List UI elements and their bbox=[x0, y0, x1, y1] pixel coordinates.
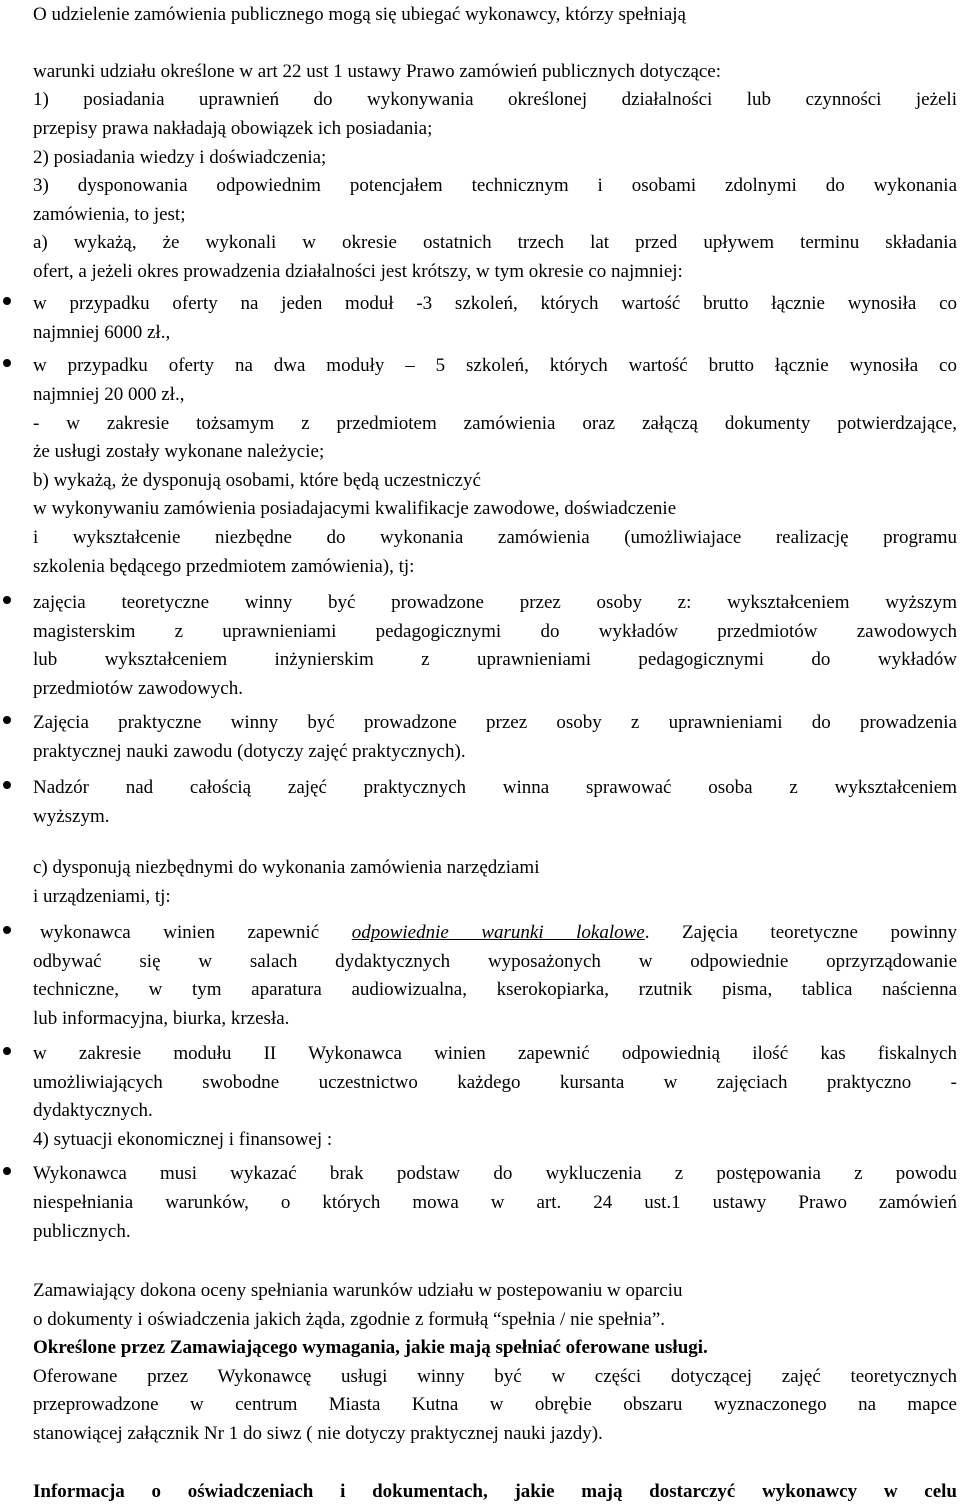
text-span: . Zajęcia teoretyczne powinny bbox=[644, 922, 957, 943]
bullet-icon bbox=[3, 926, 11, 934]
text-line: a) wykażą, że wykonali w okresie ostatnich trzech lat przed upływem terminu składania bbox=[33, 232, 957, 253]
text-line: magisterskim z uprawnieniami pedagogicznymi do wykładów przedmiotów zawodowych bbox=[33, 621, 957, 642]
text-line: szkolenia będącego przedmiotem zamówienia), tj: bbox=[33, 556, 415, 577]
section-heading: Informacja o oświadczeniach i dokumentach, jakie mają dostarczyć wykonawcy w celu bbox=[33, 1481, 957, 1502]
bullet-text bbox=[40, 921, 957, 945]
text-line: c) dysponują niezbędnymi do wykonania zamówienia narzędziami bbox=[33, 857, 540, 878]
text-line: najmniej 6000 zł., bbox=[33, 322, 171, 343]
bullet-icon bbox=[3, 716, 11, 724]
text-line: Zamawiający dokona oceny spełniania warunków udziału w postepowaniu w oparciu bbox=[33, 1280, 683, 1301]
text-line: przepisy prawa nakładają obowiązek ich posiadania; bbox=[33, 118, 433, 139]
text-line: o dokumenty i oświadczenia jakich żąda, zgodnie z formułą “spełnia / nie spełnia”. bbox=[33, 1309, 666, 1330]
text-line: lub informacyjna, biurka, krzesła. bbox=[33, 1008, 290, 1029]
text-line: lub wykształceniem inżynierskim z uprawnieniami pedagogicznymi do wykładów bbox=[33, 649, 957, 670]
underlined-phrase: odpowiednie warunki lokalowe bbox=[351, 922, 645, 943]
bullet-text: Zajęcia praktyczne winny być prowadzone przez osoby z uprawnieniami do prowadzenia bbox=[33, 712, 957, 733]
text-line: publicznych. bbox=[33, 1221, 131, 1242]
text-line: że usługi zostały wykonane należycie; bbox=[33, 441, 325, 462]
bullet-text: w przypadku oferty na jeden moduł -3 szkoleń, których wartość brutto łącznie wynosiła co bbox=[33, 293, 957, 314]
text-line: przeprowadzone w centrum Miasta Kutna w obrębie obszaru wyznaczonego na mapce bbox=[33, 1394, 957, 1415]
bullet-icon bbox=[3, 596, 11, 604]
text-line: niespełniania warunków, o których mowa w art. 24 ust.1 ustawy Prawo zamówień bbox=[33, 1192, 957, 1213]
text-line: 4) sytuacji ekonomicznej i finansowej : bbox=[33, 1129, 333, 1150]
text-line: odbywać się w salach dydaktycznych wyposażonych w odpowiednie oprzyrządowanie bbox=[33, 951, 957, 972]
text-line: - w zakresie tożsamym z przedmiotem zamówienia oraz załączą dokumenty potwierdzające, bbox=[33, 413, 957, 434]
text-line: wyższym. bbox=[33, 806, 110, 827]
text-line: i wykształcenie niezbędne do wykonania zamówienia (umożliwiajace realizację programu bbox=[33, 527, 957, 548]
text-line: 3) dysponowania odpowiednim potencjałem technicznym i osobami zdolnymi do wykonania bbox=[33, 175, 957, 196]
text-line: Oferowane przez Wykonawcę usługi winny być w części dotyczącej zajęć teoretycznych bbox=[33, 1366, 957, 1387]
text-line: w wykonywaniu zamówienia posiadajacymi kwalifikacje zawodowe, doświadczenie bbox=[33, 498, 677, 519]
text-line: najmniej 20 000 zł., bbox=[33, 384, 185, 405]
bullet-text: Wykonawca musi wykazać brak podstaw do wykluczenia z postępowania z powodu bbox=[33, 1163, 957, 1184]
text-line: warunki udziału określone w art 22 ust 1 ustawy Prawo zamówień publicznych dotyczące: bbox=[33, 61, 722, 82]
text-line: stanowiącej załącznik Nr 1 do siwz ( nie dotyczy praktycznej nauki jazdy). bbox=[33, 1423, 603, 1444]
text-line: 2) posiadania wiedzy i doświadczenia; bbox=[33, 147, 327, 168]
text-line: ofert, a jeżeli okres prowadzenia działalności jest krótszy, w tym okresie co najmniej: bbox=[33, 261, 683, 282]
text-line: b) wykażą, że dysponują osobami, które będą uczestniczyć bbox=[33, 470, 481, 491]
text-line: praktycznej nauki zawodu (dotyczy zajęć praktycznych). bbox=[33, 741, 466, 762]
text-line: przedmiotów zawodowych. bbox=[33, 678, 243, 699]
section-heading: Określone przez Zamawiającego wymagania, jakie mają spełniać oferowane usługi. bbox=[33, 1337, 708, 1358]
text-span: wykonawca winien zapewnić bbox=[40, 922, 352, 943]
bullet-text: Nadzór nad całością zajęć praktycznych winna sprawować osoba z wykształceniem bbox=[33, 777, 957, 798]
text-line: 1) posiadania uprawnień do wykonywania określonej działalności lub czynności jeżeli bbox=[33, 89, 957, 110]
bullet-text: zajęcia teoretyczne winny być prowadzone przez osoby z: wykształceniem wyższym bbox=[33, 592, 957, 613]
bullet-icon bbox=[3, 297, 11, 305]
text-line: O udzielenie zamówienia publicznego mogą się ubiegać wykonawcy, którzy spełniają bbox=[33, 4, 686, 25]
text-line: zamówienia, to jest; bbox=[33, 204, 186, 225]
text-line: dydaktycznych. bbox=[33, 1100, 153, 1121]
text-line: i urządzeniami, tj: bbox=[33, 886, 171, 907]
bullet-icon bbox=[3, 1047, 11, 1055]
bullet-text: w przypadku oferty na dwa moduły – 5 szkoleń, których wartość brutto łącznie wynosiła co bbox=[33, 355, 957, 376]
text-line: umożliwiających swobodne uczestnictwo każdego kursanta w zajęciach praktyczno - bbox=[33, 1072, 957, 1093]
bullet-icon bbox=[3, 1167, 11, 1175]
bullet-text: w zakresie modułu II Wykonawca winien zapewnić odpowiednią ilość kas fiskalnych bbox=[33, 1043, 957, 1064]
text-line: techniczne, w tym aparatura audiowizualna, kserokopiarka, rzutnik pisma, tablica naścienna bbox=[33, 979, 957, 1000]
bullet-icon bbox=[3, 781, 11, 789]
bullet-icon bbox=[3, 359, 11, 367]
